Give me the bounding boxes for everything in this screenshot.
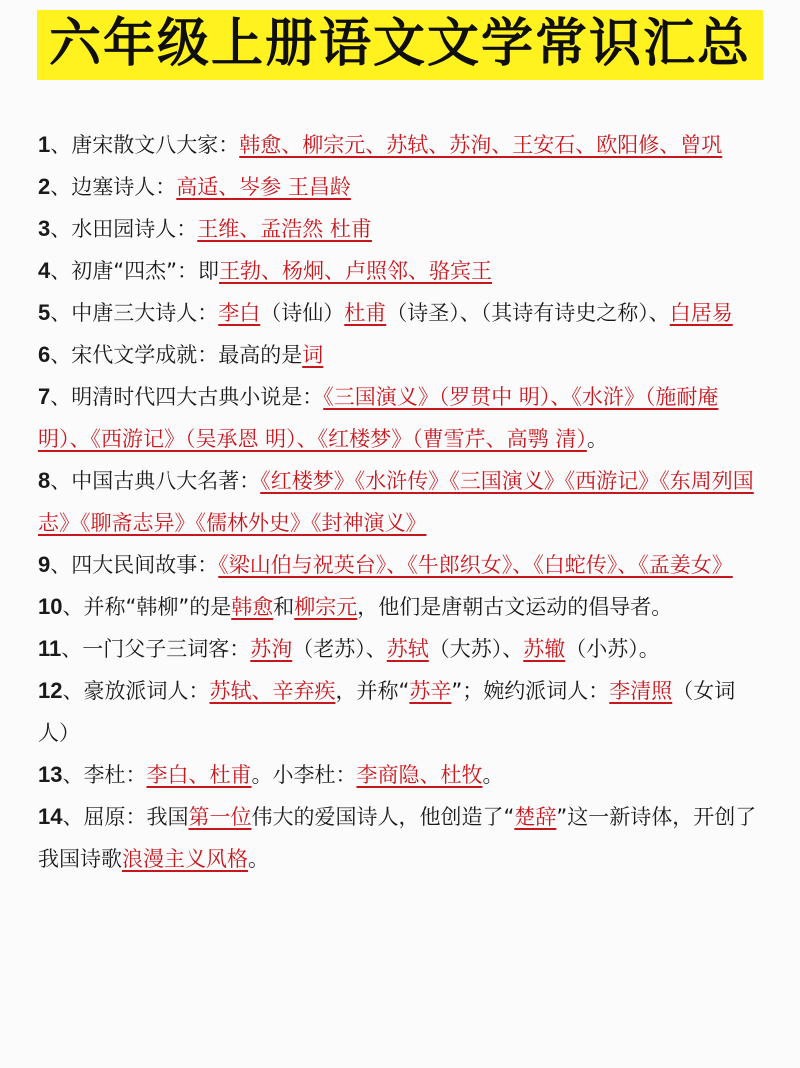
item-text: ，并称“ — [335, 679, 410, 703]
answer-text: 李白 — [218, 301, 261, 325]
answer-text: 苏轼、辛弃疾 — [209, 679, 336, 703]
page-title: 六年级上册语文文学常识汇总 — [37, 10, 763, 80]
list-item — [38, 208, 766, 250]
item-text: 、中唐三大诗人： — [50, 301, 219, 325]
item-number: 14 — [38, 804, 63, 829]
answer-text: 李商隐、杜牧 — [356, 763, 483, 787]
answer-text: 苏辙 — [523, 637, 566, 661]
item-text: 、四大民间故事： — [50, 553, 219, 577]
item-number: 8 — [38, 468, 51, 493]
answer-text: 王勃、杨炯、卢照邻、骆宾王 — [219, 259, 493, 283]
item-text: （大苏）、 — [428, 637, 524, 661]
item-text: 。 — [482, 763, 504, 787]
literature-list — [38, 124, 766, 880]
item-text: 、豪放派词人： — [62, 679, 210, 703]
list-item — [38, 754, 766, 796]
item-text: ”；婉约派词人： — [451, 679, 610, 703]
item-text: 。 — [586, 427, 608, 451]
answer-text: 苏辛 — [409, 679, 452, 703]
list-item — [38, 124, 766, 166]
answer-text: 李白、杜甫 — [146, 763, 252, 787]
answer-text: 柳宗元 — [294, 595, 358, 619]
list-item — [38, 460, 766, 544]
list-item — [38, 250, 766, 292]
title-banner — [0, 10, 800, 80]
item-text: ”这一新诗体，开创了我国诗歌 — [38, 805, 757, 871]
answer-text: 高适、岑参 王昌龄 — [176, 175, 351, 199]
item-number: 4 — [38, 258, 51, 283]
list-item — [38, 166, 766, 208]
item-number: 7 — [38, 384, 51, 409]
answer-text: 《梁山伯与祝英台》、《牛郎织女》、《白蛇传》、《孟姜女》 — [218, 553, 733, 577]
item-text: 、唐宋散文八大家： — [50, 133, 240, 157]
list-item — [38, 586, 766, 628]
item-number: 9 — [38, 552, 51, 577]
item-text: （女词人） — [38, 679, 736, 745]
item-text: 。小李杜： — [251, 763, 357, 787]
list-item — [38, 670, 766, 754]
item-number: 13 — [38, 762, 63, 787]
item-text: 、李杜： — [62, 763, 147, 787]
answer-text: 《红楼梦》《水浒传》《三国演义》《西游记》《东周列国志》《聊斋志异》《儒林外史》《封神演义》 — [38, 469, 754, 535]
item-number: 3 — [38, 216, 51, 241]
answer-text: 白居易 — [669, 301, 733, 325]
list-item — [38, 376, 766, 460]
answer-text: 词 — [302, 343, 324, 367]
answer-text: 浪漫主义风格 — [122, 847, 248, 871]
item-number: 5 — [38, 300, 51, 325]
answer-text: 苏轼 — [386, 637, 429, 661]
item-text: 。 — [248, 847, 269, 871]
answer-text: 韩愈 — [231, 595, 274, 619]
item-text: 、一门父子三词客： — [61, 637, 251, 661]
item-text: （诗圣）、（其诗有诗史之称）、 — [386, 301, 670, 325]
list-item — [38, 544, 766, 586]
item-number: 2 — [38, 174, 51, 199]
item-number: 1 — [38, 132, 51, 157]
item-text: 、中国古典八大名著： — [50, 469, 261, 493]
item-text: 、初唐“四杰”：即 — [50, 259, 220, 283]
item-number: 10 — [38, 594, 63, 619]
list-item — [38, 292, 766, 334]
item-text: 、边塞诗人： — [50, 175, 177, 199]
item-text: 、明清时代四大古典小说是： — [50, 385, 324, 409]
answer-text: 第一位 — [188, 805, 252, 829]
item-text: ，他们是唐朝古文运动的倡导者。 — [357, 595, 673, 619]
answer-text: 王维、孟浩然 杜甫 — [197, 217, 372, 241]
item-number: 12 — [38, 678, 63, 703]
list-item — [38, 628, 766, 670]
item-text: 、并称“韩柳”的是 — [62, 595, 232, 619]
item-text: （老苏）、 — [292, 637, 387, 661]
item-text: 、宋代文学成就：最高的是 — [50, 343, 303, 367]
item-text: 、水田园诗人： — [50, 217, 198, 241]
answer-text: 韩愈、柳宗元、苏轼、苏洵、王安石、欧阳修、曾巩 — [239, 133, 723, 157]
item-text: （诗仙） — [260, 301, 345, 325]
item-text: 伟大的爱国诗人，他创造了“ — [251, 805, 515, 829]
answer-text: 苏洵 — [250, 637, 293, 661]
item-text: 、屈原：我国 — [62, 805, 189, 829]
answer-text: 楚辞 — [514, 805, 557, 829]
list-item — [38, 334, 766, 376]
item-text: 和 — [273, 595, 295, 619]
answer-text: 杜甫 — [344, 301, 387, 325]
item-text: （小苏）。 — [565, 637, 660, 661]
list-item — [38, 796, 766, 880]
answer-text: 《三国演义》（罗贯中 明）、《水浒》（施耐庵 明）、《西游记》（吴承恩 明）、《红楼梦》（曹雪芹、高鹗 清） — [38, 385, 719, 451]
item-number: 6 — [38, 342, 51, 367]
answer-text: 李清照 — [609, 679, 673, 703]
item-number: 11 — [38, 636, 62, 661]
